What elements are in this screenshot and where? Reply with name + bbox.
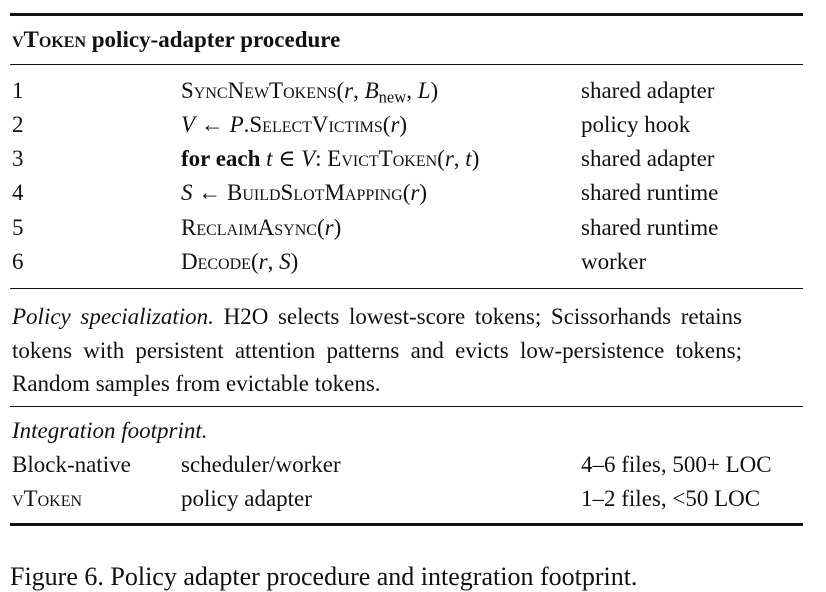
subscript-new: new [378,87,407,107]
procedure-step-2 [0,112,826,146]
step-number: 6 [12,249,24,274]
footprint-system: vToken [12,486,83,511]
procedure-step-3 [0,146,826,180]
step-role: shared runtime [581,215,719,240]
footprint-cost: 4–6 files, 500+ LOC [581,452,772,477]
paren: ) [430,78,439,103]
footprint-row-block-native [0,452,826,486]
footprint-row-vtoken [0,486,826,520]
specialization-rule [10,406,803,407]
specialization-text: H2O selects lowest-score tokens; Scissorhands retains tokens with persistent attention patterns and evicts low-persistence tokens; Random samples from evictable tokens. [12,304,743,396]
function-name: SyncNewTokens [181,78,337,103]
var-P: P [229,112,244,137]
var-r: r [324,215,334,240]
step-number: 1 [12,78,24,103]
top-rule [10,13,803,16]
var-S: S [279,249,291,274]
paren: ( [250,249,259,274]
var-B: B [364,78,379,103]
var-L: L [417,78,431,103]
paren: ( [382,112,391,137]
function-name: SelectVictims [249,112,383,137]
var-r: r [444,146,454,171]
comma: , [267,249,280,274]
comma: , [353,78,365,103]
procedure-step-1 [0,78,826,112]
dot: . [243,112,250,137]
specialization-label: Policy specialization. [12,304,214,329]
footprint-cost: 1–2 files, <50 LOC [581,486,761,511]
title-rule [10,64,803,65]
comma: , [406,78,418,103]
var-r: r [390,112,400,137]
colon: : [315,146,328,171]
paren: ) [399,112,408,137]
footprint-location: scheduler/worker [181,452,341,477]
step-role: worker [581,249,647,274]
step-expression [181,78,438,108]
title-system-name: vToken [12,27,87,52]
paren: ) [333,215,342,240]
paren: ) [290,249,299,274]
step-number: 3 [12,146,24,171]
step-expression [181,180,427,206]
steps-rule [10,288,803,289]
assign-arrow: ← [192,180,227,205]
policy-specialization-paragraph [12,300,742,401]
step-expression [181,146,479,172]
comma: , [453,146,466,171]
step-role: shared adapter [581,78,715,103]
var-r: r [344,78,354,103]
paren: ) [471,146,480,171]
procedure-step-4 [0,180,826,214]
bottom-rule [10,523,803,526]
step-expression [181,215,341,241]
step-expression [181,249,298,275]
assign-arrow: ← [195,112,230,137]
step-role: shared adapter [581,146,715,171]
var-V: V [301,146,316,171]
keyword-for-each: for each [181,146,261,171]
title-text: policy-adapter procedure [86,27,341,52]
paren: ( [437,146,445,171]
step-expression [181,112,407,138]
function-name: BuildSlotMapping [227,180,403,205]
step-role: shared runtime [581,180,719,205]
footprint-heading: Integration footprint. [12,418,208,443]
step-number: 2 [12,112,24,137]
var-t: t [260,146,273,171]
footprint-location: policy adapter [181,486,312,511]
figure-caption: Figure 6. Policy adapter procedure and integration footprint. [10,562,638,591]
paren: ( [402,180,411,205]
step-number: 4 [12,180,24,205]
paren: ) [419,180,427,205]
var-S: S [181,180,193,205]
step-role: policy hook [581,112,691,137]
procedure-title [12,27,340,53]
var-r: r [410,180,420,205]
var-t: t [465,146,472,171]
procedure-step-6 [0,249,826,283]
footprint-system: Block-native [12,452,131,477]
var-r: r [258,249,268,274]
var-V: V [181,112,196,137]
function-name: Decode [181,249,251,274]
element-of: ∈ [272,146,302,171]
paren: ( [316,215,325,240]
paren: ( [336,78,345,103]
procedure-step-5 [0,215,826,249]
step-number: 5 [12,215,24,240]
function-name: ReclaimAsync [181,215,317,240]
function-name: EvictToken [327,146,438,171]
